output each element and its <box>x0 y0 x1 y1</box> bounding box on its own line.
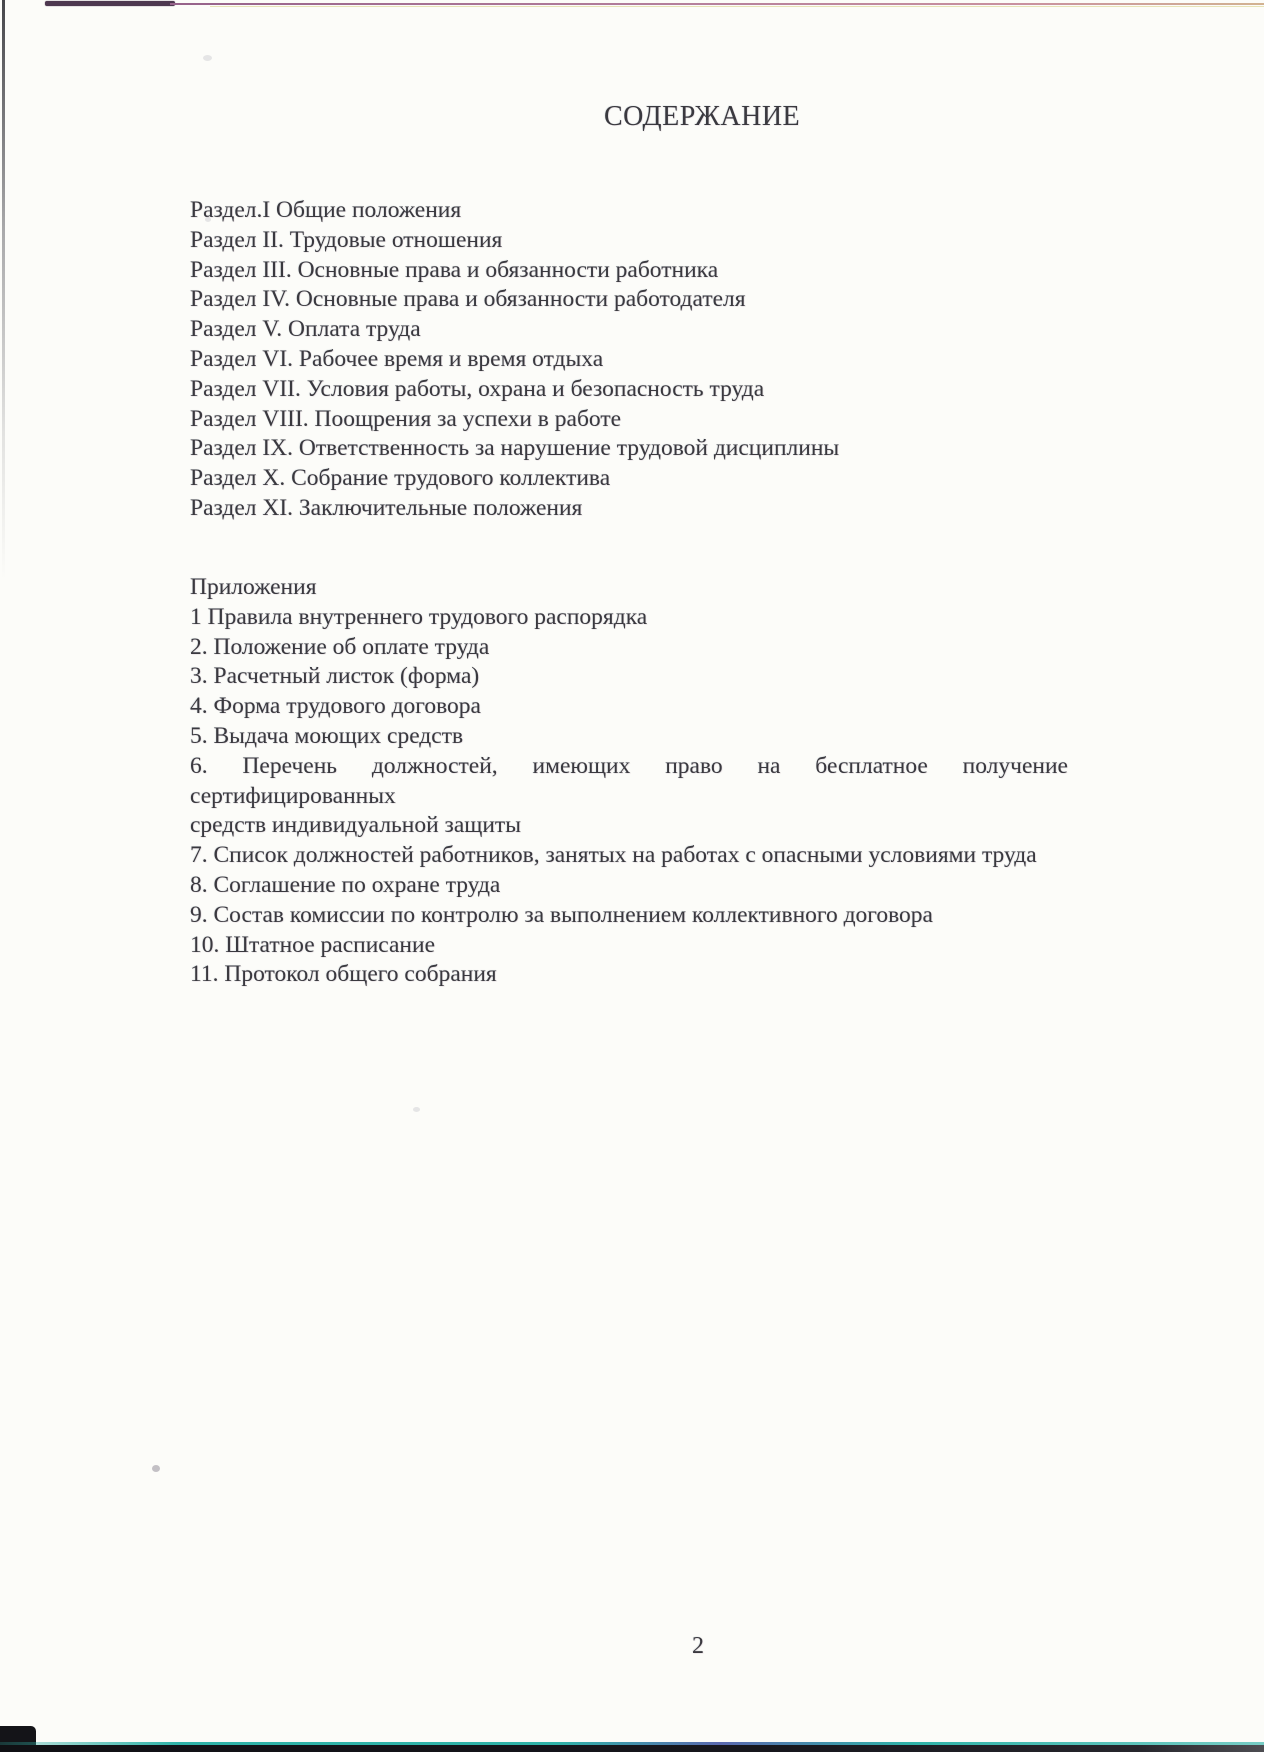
toc-section-item: Раздел IV. Основные права и обязанности работодателя <box>190 286 746 313</box>
toc-section-item: Раздел III. Основные права и обязанности работника <box>190 256 719 283</box>
scan-artifact-bottom-teal-line <box>0 1742 1264 1745</box>
appendix-item: 2. Положение об оплате труда <box>190 633 490 660</box>
appendix-item: 5. Выдача моющих средств <box>190 722 464 749</box>
toc-section-item: Раздел XI. Заключительные положения <box>190 494 583 521</box>
toc-section-item: Раздел.I Общие положения <box>190 197 462 223</box>
scan-artifact-left-edge <box>2 0 5 580</box>
appendix-item: 11. Протокол общего собрания <box>190 961 497 988</box>
appendix-item: 3. Расчетный листок (форма) <box>190 663 480 690</box>
appendix-item: 10. Штатное расписание <box>190 931 436 958</box>
toc-appendix-list <box>190 573 1068 990</box>
appendix-header: Приложения <box>190 574 317 600</box>
toc-section-item: Раздел X. Собрание трудового коллектива <box>190 465 611 492</box>
toc-section-item: Раздел II. Трудовые отношения <box>190 226 503 253</box>
scan-artifact-top-line-yellow <box>210 6 1264 7</box>
scan-speck <box>413 1107 420 1112</box>
toc-section-item: Раздел V. Оплата труда <box>190 316 421 343</box>
appendix-item: 8. Соглашение по охране труда <box>190 871 501 898</box>
scan-artifact-bottom-band <box>0 1745 1264 1752</box>
scan-speck <box>152 1465 160 1472</box>
toc-section-item: Раздел VIII. Поощрения за успехи в работе <box>190 405 622 432</box>
scan-artifact-bottom-blob <box>0 1726 36 1747</box>
appendix-item: 1 Правила внутреннего трудового распорядка <box>190 603 648 630</box>
appendix-item: 7. Список должностей работников, занятых на работах с опасными условиями труда <box>190 842 1037 869</box>
appendix-item: 4. Форма трудового договора <box>190 693 481 720</box>
appendix-item-line2: средств индивидуальной защиты <box>190 812 521 839</box>
scan-artifact-top-line <box>170 3 1264 5</box>
appendix-item-line1: 6. Перечень должностей, имеющих право на бесплатное получение сертифицированных <box>190 752 1068 809</box>
document-title: СОДЕРЖАНИЕ <box>604 101 801 132</box>
toc-section-item: Раздел VII. Условия работы, охрана и безопасность труда <box>190 375 765 402</box>
toc-section-item: Раздел IX. Ответственность за нарушение трудовой дисциплины <box>190 435 840 462</box>
page-number: 2 <box>692 1633 704 1659</box>
toc-section-list <box>190 196 1072 524</box>
appendix-item: 9. Состав комиссии по контролю за выполнением коллективного договора <box>190 901 933 928</box>
scan-artifact-top-line-thick <box>45 1 175 6</box>
scan-speck <box>203 55 212 61</box>
toc-section-item: Раздел VI. Рабочее время и время отдыха <box>190 345 604 372</box>
